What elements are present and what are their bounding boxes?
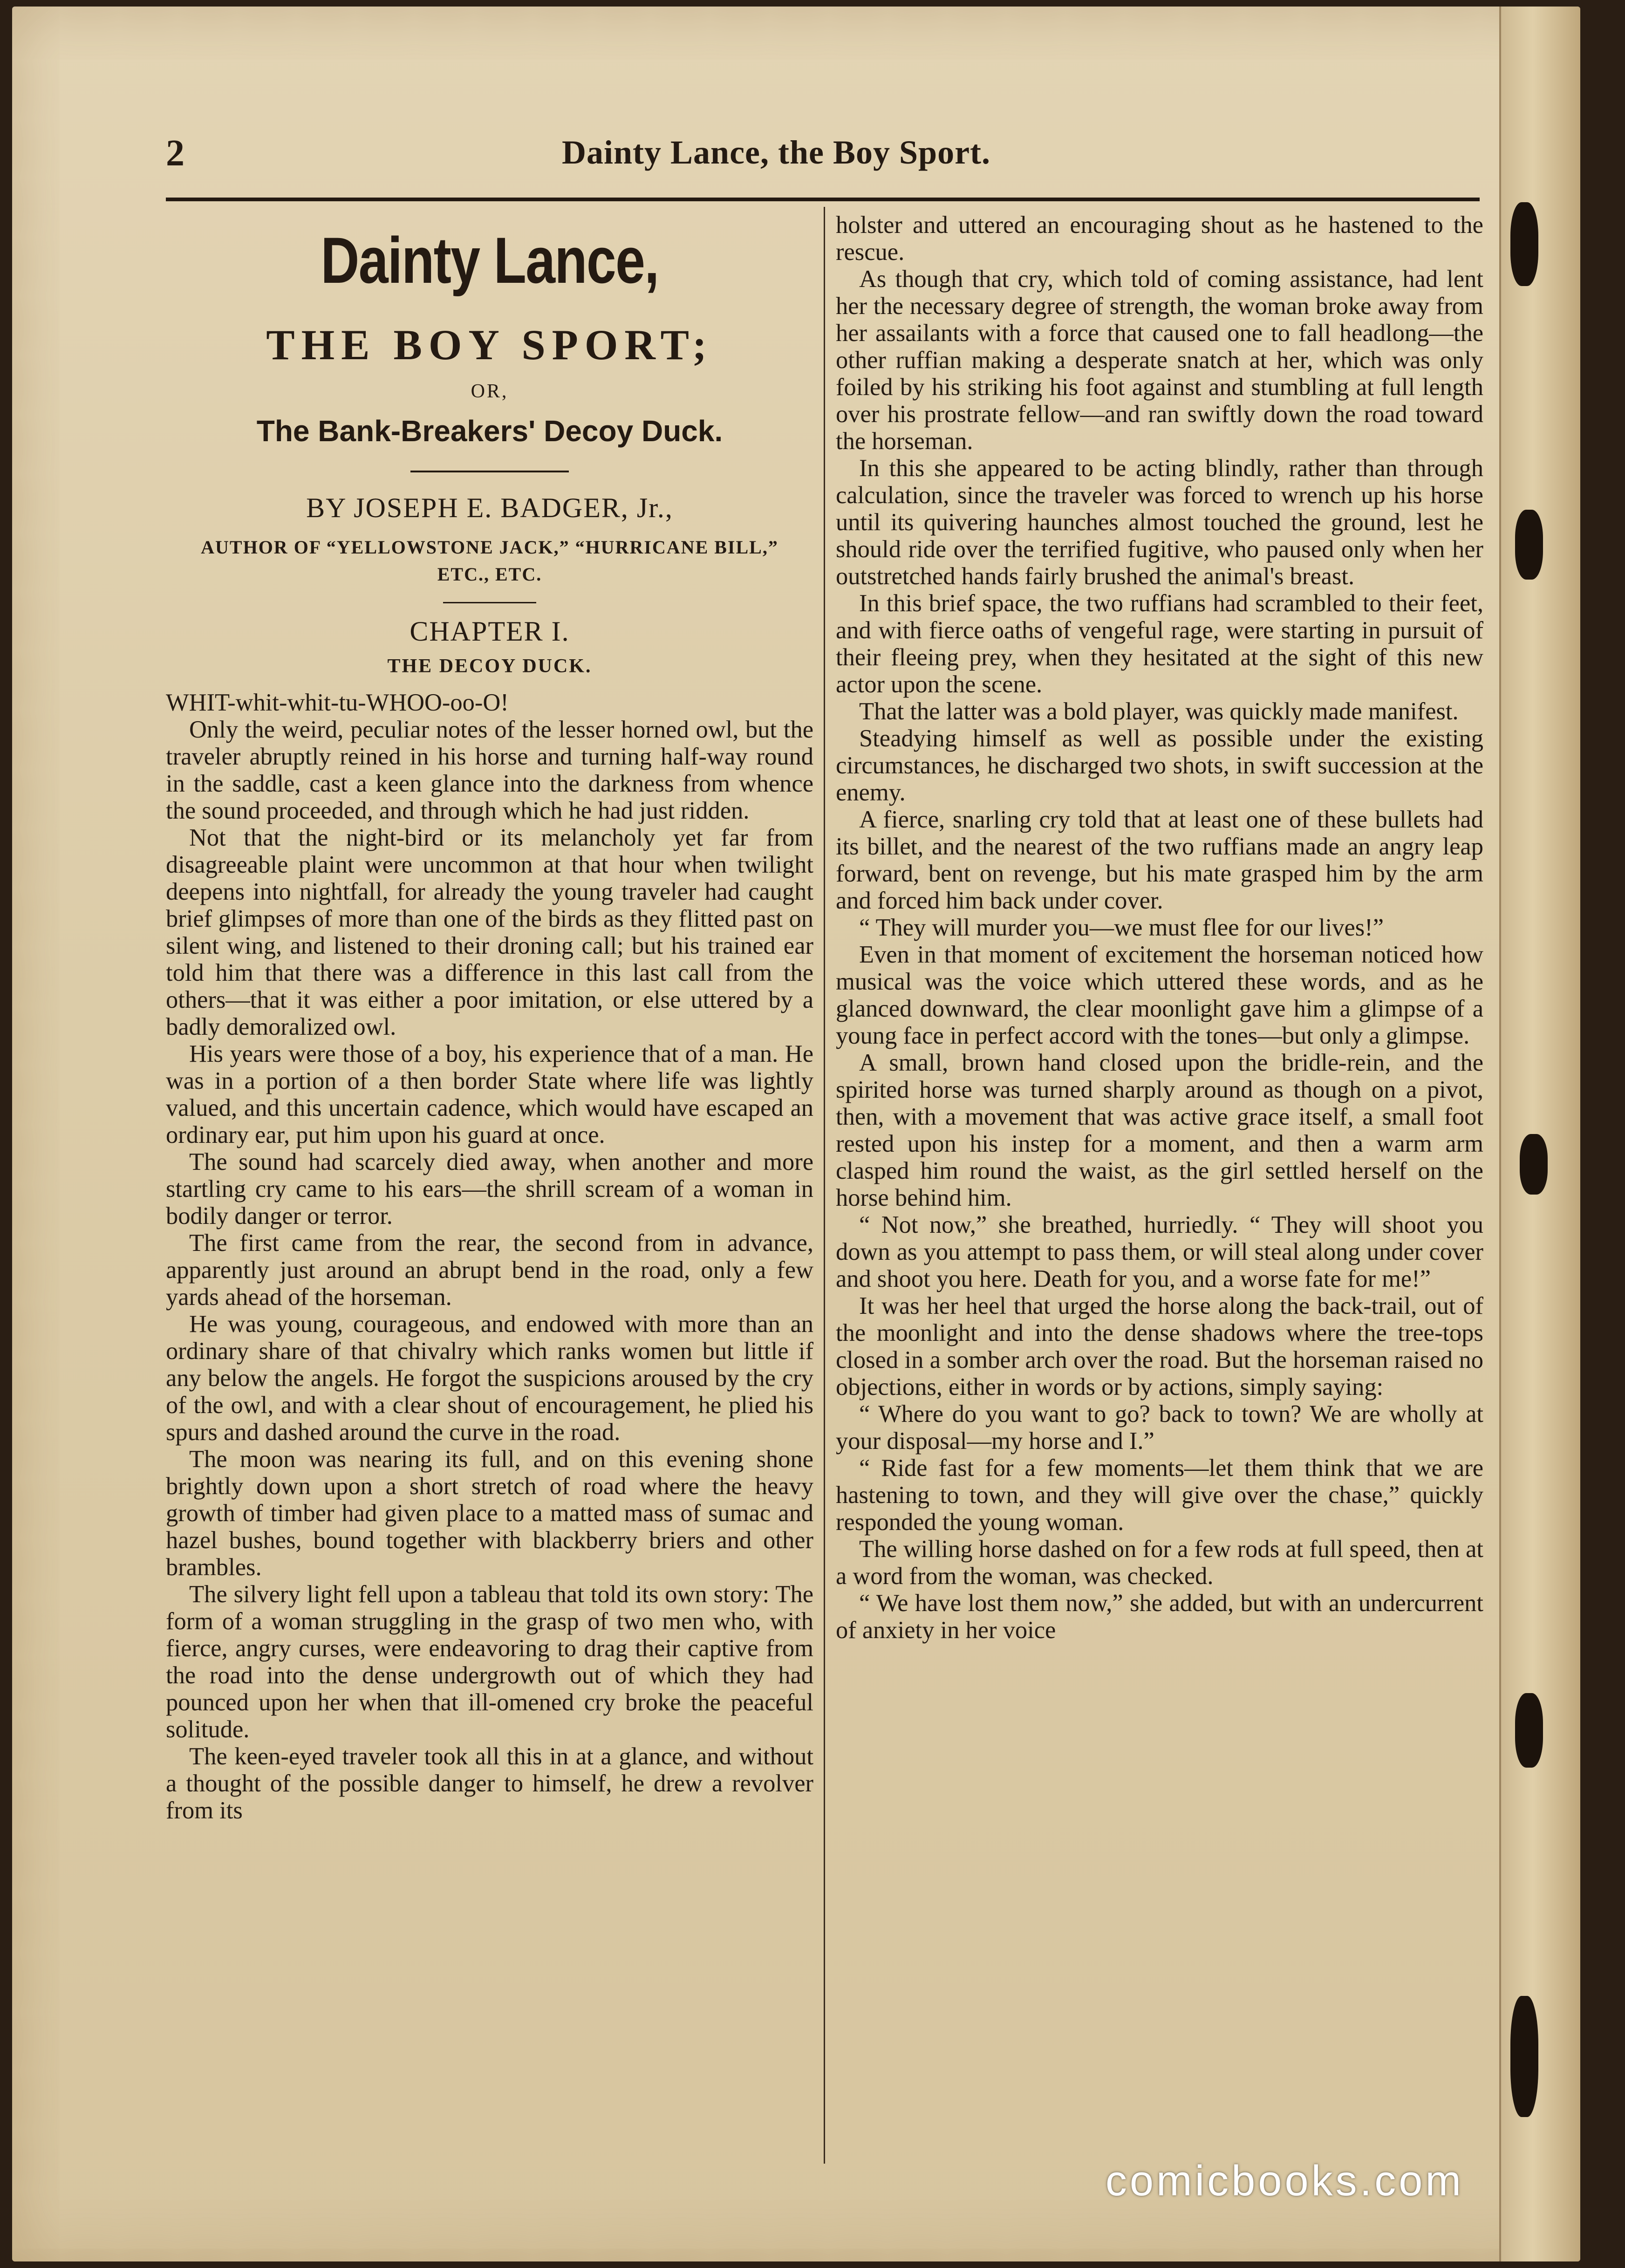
chapter-title: THE DECOY DUCK. xyxy=(387,656,592,677)
paragraph: Steadying himself as well as possible under the existing circumstances, he discharged two shots, in swift succession at the enemy. xyxy=(836,725,1483,806)
paragraph: The silvery light fell upon a tableau that told its own story: The form of a woman struggling in the grasp of two men who, with fierce, angry curses, were endeavoring to drag their captive from the road into the dense undergrowth out of which they had pounced upon her when that ill-omened cry broke the peaceful solitude. xyxy=(166,1581,813,1743)
byline: BY JOSEPH E. BADGER, Jr., xyxy=(306,492,673,523)
left-column xyxy=(166,212,813,2168)
alternate-title: The Bank-Breakers' Decoy Duck. xyxy=(256,414,723,448)
watermark: comicbooks.com xyxy=(1105,2157,1464,2205)
page-edge xyxy=(1499,7,1580,2261)
left-body-text xyxy=(166,689,813,1824)
paragraph: “ Not now,” she breathed, hurriedly. “ They will shoot you down as you attempt to pass them, or will steal along under cover and shoot you here. Death for you, and a worse fate for me!” xyxy=(836,1211,1483,1292)
header-rule xyxy=(166,198,1480,201)
paragraph: WHIT-whit-whit-tu-WHOO-oo-O! xyxy=(166,689,509,716)
paragraph: In this she appeared to be acting blindly, rather than through calculation, since the traveler was forced to wrench up his horse until its quivering haunches almost touched the ground, lest he should ride over the terrified fugitive, who paused only when her outstretched hands fairly brushed the animal's breast. xyxy=(836,455,1483,590)
paragraph: The moon was nearing its full, and on this evening shone brightly down upon a short stretch of road where the heavy growth of timber had given place to a matted mass of sumac and hazel bushes, bound together with blackberry briers and other brambles. xyxy=(166,1446,813,1581)
story-subtitle: THE BOY SPORT; xyxy=(266,321,713,369)
chapter-rule xyxy=(443,602,536,603)
paragraph: “ Where do you want to go? back to town? We are wholly at your disposal—my horse and I.” xyxy=(836,1400,1483,1455)
paragraph: “ Ride fast for a few moments—let them think that we are hastening to town, and they will give over the chase,” quickly responded the young woman. xyxy=(836,1455,1483,1536)
paragraph: A small, brown hand closed upon the bridle-rein, and the spirited horse was turned sharply around as though on a pivot, then, with a movement that was active grace itself, a small foot rested upon his instep for a moment, and then a warm arm clasped him round the waist, as the girl settled herself on the horse behind him. xyxy=(836,1049,1483,1211)
binding-tear xyxy=(1520,1134,1548,1195)
page-number: 2 xyxy=(166,133,184,174)
paragraph: A fierce, snarling cry told that at least one of these bullets had its billet, and the nearest of the two ruffians made an angry leap forward, bent on revenge, but his mate grasped him by the arm and forced him back under cover. xyxy=(836,806,1483,914)
paragraph: The first came from the rear, the second from in advance, apparently just around an abrupt bend in the road, only a few yards ahead of the horseman. xyxy=(166,1230,813,1311)
paragraph: Only the weird, peculiar notes of the lesser horned owl, but the traveler abruptly reined in his horse and turning half-way round in the saddle, cast a keen glance into the darkness from whence the sound proceeded, and through which he had just ridden. xyxy=(166,716,813,824)
paragraph: As though that cry, which told of coming assistance, had lent her the necessary degree of strength, the woman broke away from her assailants with a force that caused one to fall headlong—the other ruffian making a desperate snatch at her, which was only foiled by his striking his foot against and stumbling at full length over his prostrate fellow—and ran swiftly down the road toward the horseman. xyxy=(836,266,1483,455)
paragraph: Even in that moment of excitement the horseman noticed how musical was the voice which uttered these words, and as he glanced downward, the clear moonlight gave him a glimpse of a young face in perfect accord with the tones—but only a glimpse. xyxy=(836,941,1483,1049)
running-title: Dainty Lance, the Boy Sport. xyxy=(562,134,991,171)
binding-tear xyxy=(1510,1996,1538,2117)
paragraph: “ We have lost them now,” she added, but with an undercurrent of anxiety in her voice xyxy=(836,1590,1483,1644)
chapter-number: CHAPTER I. xyxy=(410,616,570,647)
paragraph: The sound had scarcely died away, when another and more startling cry came to his ears—the shrill scream of a woman in bodily danger or terror. xyxy=(166,1148,813,1230)
author-credits: AUTHOR OF “YELLOWSTONE JACK,” “HURRICANE BILL,” ETC., ETC. xyxy=(201,537,778,585)
or-label: OR, xyxy=(471,381,509,402)
title-rule xyxy=(410,471,569,472)
paragraph: “ They will murder you—we must flee for our lives!” xyxy=(859,914,1384,941)
paragraph: He was young, courageous, and endowed with more than an ordinary share of that chivalry which ranks women but little if any below the angels. He forgot the suspicions aroused by the cry of the owl, and with a clear shout of encouragement, he plied his spurs and dashed around the curve in the road. xyxy=(166,1311,813,1446)
paragraph: holster and uttered an encouraging shout as he hastened to the rescue. xyxy=(836,212,1483,266)
binding-tear xyxy=(1515,1693,1543,1768)
binding-tear xyxy=(1515,510,1543,580)
paragraph: His years were those of a boy, his experience that of a man. He was in a portion of a then border State where life was lightly valued, and this uncertain cadence, which would have escaped an ordinary ear, put him upon his guard at once. xyxy=(166,1040,813,1148)
paragraph: The willing horse dashed on for a few rods at full speed, then at a word from the woman, was checked. xyxy=(836,1536,1483,1590)
paragraph: The keen-eyed traveler took all this in at a glance, and without a thought of the possible danger to himself, he drew a revolver from its xyxy=(166,1743,813,1824)
right-body-text xyxy=(836,212,1483,1644)
paragraph: In this brief space, the two ruffians had scrambled to their feet, and with fierce oaths of vengeful rage, were starting in pursuit of their fleeing prey, when they hesitated at the sight of this new actor upon the scene. xyxy=(836,590,1483,698)
paragraph: Not that the night-bird or its melancholy yet far from disagreeable plaint were uncommon at that hour when twilight deepens into nightfall, for already the young traveler had caught brief glimpses of more than one of the birds as they flitted past on silent wing, and listened to their droning call; but his trained ear told him that there was a difference in this last call from the others—that it was either a poor imitation, or else uttered by a badly demoralized owl. xyxy=(166,824,813,1040)
paragraph: It was her heel that urged the horse along the back-trail, out of the moonlight and into the dense shadows where the tree-tops closed in a somber arch over the road. But the horseman raised no objections, either in words or by actions, simply saying: xyxy=(836,1292,1483,1400)
column-divider xyxy=(824,207,825,2164)
paragraph: That the latter was a bold player, was quickly made manifest. xyxy=(859,698,1459,725)
story-title: Dainty Lance, xyxy=(321,224,659,297)
magazine-page xyxy=(12,7,1580,2261)
right-column xyxy=(836,212,1483,2168)
binding-tear xyxy=(1510,202,1538,286)
